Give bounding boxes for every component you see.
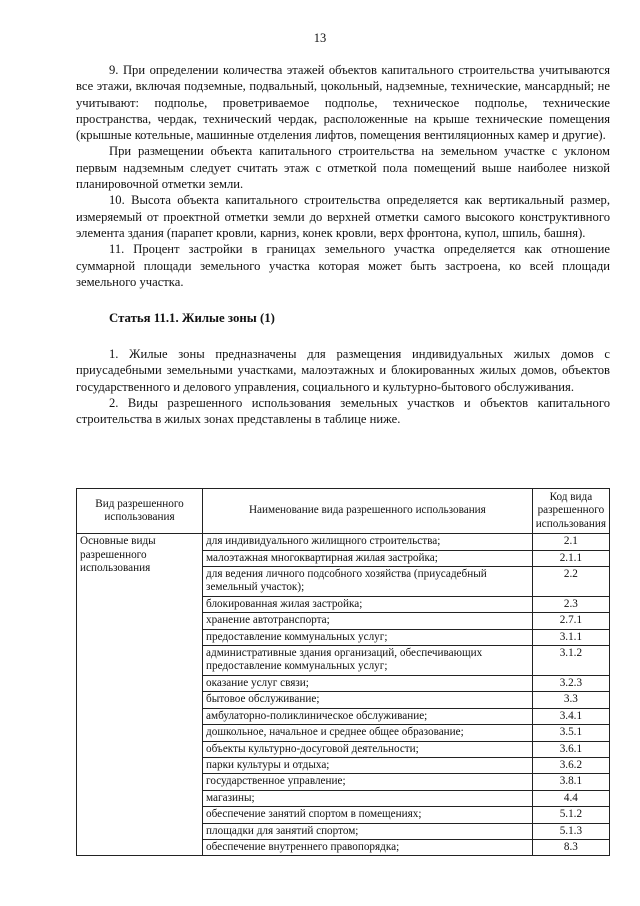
use-code-cell: 3.3 bbox=[532, 692, 609, 708]
use-name-cell: блокированная жилая застройка; bbox=[203, 596, 533, 612]
use-name-cell: площадки для занятий спортом; bbox=[203, 823, 533, 839]
paragraph-table-intro: 2. Виды разрешенного использования земельных участков и объектов капитального строительства в жилых зонах представлены в таблице ниже. bbox=[76, 396, 610, 427]
header-use-type: Вид разрешенного использования bbox=[77, 489, 203, 534]
section-heading: Статья 11.1. Жилые зоны (1) bbox=[109, 311, 275, 326]
paragraph-coverage: 11. Процент застройки в границах земельного участка определяется как отношение суммарной площади земельного участка которая может быть застроена, ко всей площади земельного участка. bbox=[76, 242, 610, 289]
use-name-cell: хранение автотранспорта; bbox=[203, 613, 533, 629]
use-code-cell: 2.1.1 bbox=[532, 550, 609, 566]
paragraph-slope: При размещении объекта капитального строительства на земельном участке с уклоном первым надземным следует считать этаж с отметкой пола помещений выше наиболее низкой планировочной отметки земли. bbox=[76, 144, 610, 192]
use-name-cell: дошкольное, начальное и среднее общее образование; bbox=[203, 725, 533, 741]
use-code-cell: 3.2.3 bbox=[532, 675, 609, 691]
table-row bbox=[77, 534, 610, 550]
paragraph-height: 10. Высота объекта капитального строительства определяется как вертикальный размер, измеряемый от проектной отметки земли до верхней отметки самого высокого конструктивного элемента здания (парапет кровли, карниз, конек кровли, верх фронтона, купол, шпиль, башня). bbox=[76, 193, 610, 240]
paragraph-zones-purpose: 1. Жилые зоны предназначены для размещения индивидуальных жилых домов с приусадебными земельными участками, малоэтажных и блокированных жилых домов, объектов государственного и делового управления, социального и культурно-бытового обслуживания. bbox=[76, 347, 610, 394]
use-name-cell: оказание услуг связи; bbox=[203, 675, 533, 691]
use-code-cell: 3.6.2 bbox=[532, 757, 609, 773]
document-body bbox=[76, 62, 610, 428]
use-code-cell: 5.1.3 bbox=[532, 823, 609, 839]
use-name-cell: парки культуры и отдыха; bbox=[203, 757, 533, 773]
use-code-cell: 3.4.1 bbox=[532, 708, 609, 724]
use-code-cell: 3.1.1 bbox=[532, 629, 609, 645]
use-name-cell: амбулаторно-поликлиническое обслуживание; bbox=[203, 708, 533, 724]
use-name-cell: административные здания организаций, обеспечивающих предоставление коммунальных услуг; bbox=[203, 646, 533, 676]
use-name-cell: для индивидуального жилищного строительства; bbox=[203, 534, 533, 550]
use-code-cell: 3.5.1 bbox=[532, 725, 609, 741]
use-name-cell: обеспечение занятий спортом в помещениях; bbox=[203, 807, 533, 823]
group-label-main-uses: Основные виды разрешенного использования bbox=[77, 534, 203, 856]
use-code-cell: 5.1.2 bbox=[532, 807, 609, 823]
use-code-cell: 2.1 bbox=[532, 534, 609, 550]
paragraph-floors: 9. При определении количества этажей объектов капитального строительства учитываются все этажи, включая подземные, подвальный, цокольный, надземные, технические, мансардный; не учитывают: подполье, проветриваемое подполье, техническое подполье, технические пространства, чердак, технический чердак, расположенные на крыше технические помещения (крышные котельные, машинные отделения лифтов, помещения вентиляционных камер и другие). bbox=[76, 63, 610, 143]
use-name-cell: магазины; bbox=[203, 790, 533, 806]
header-use-name: Наименование вида разрешенного использования bbox=[203, 489, 533, 534]
use-code-cell: 4.4 bbox=[532, 790, 609, 806]
use-code-cell: 3.8.1 bbox=[532, 774, 609, 790]
use-name-cell: бытовое обслуживание; bbox=[203, 692, 533, 708]
use-code-cell: 2.7.1 bbox=[532, 613, 609, 629]
page-number: 13 bbox=[313, 31, 327, 45]
table-body bbox=[77, 534, 610, 856]
use-code-cell: 2.2 bbox=[532, 567, 609, 597]
header-use-code: Код вида разрешенного использования bbox=[532, 489, 609, 534]
use-code-cell: 3.6.1 bbox=[532, 741, 609, 757]
table-header-row bbox=[77, 489, 610, 534]
use-code-cell: 8.3 bbox=[532, 839, 609, 855]
permitted-use-table bbox=[76, 488, 610, 856]
use-name-cell: объекты культурно-досуговой деятельности; bbox=[203, 741, 533, 757]
use-code-cell: 2.3 bbox=[532, 596, 609, 612]
use-name-cell: малоэтажная многоквартирная жилая застройка; bbox=[203, 550, 533, 566]
use-code-cell: 3.1.2 bbox=[532, 646, 609, 676]
use-name-cell: предоставление коммунальных услуг; bbox=[203, 629, 533, 645]
use-name-cell: государственное управление; bbox=[203, 774, 533, 790]
use-name-cell: обеспечение внутреннего правопорядка; bbox=[203, 839, 533, 855]
use-name-cell: для ведения личного подсобного хозяйства (приусадебный земельный участок); bbox=[203, 567, 533, 597]
